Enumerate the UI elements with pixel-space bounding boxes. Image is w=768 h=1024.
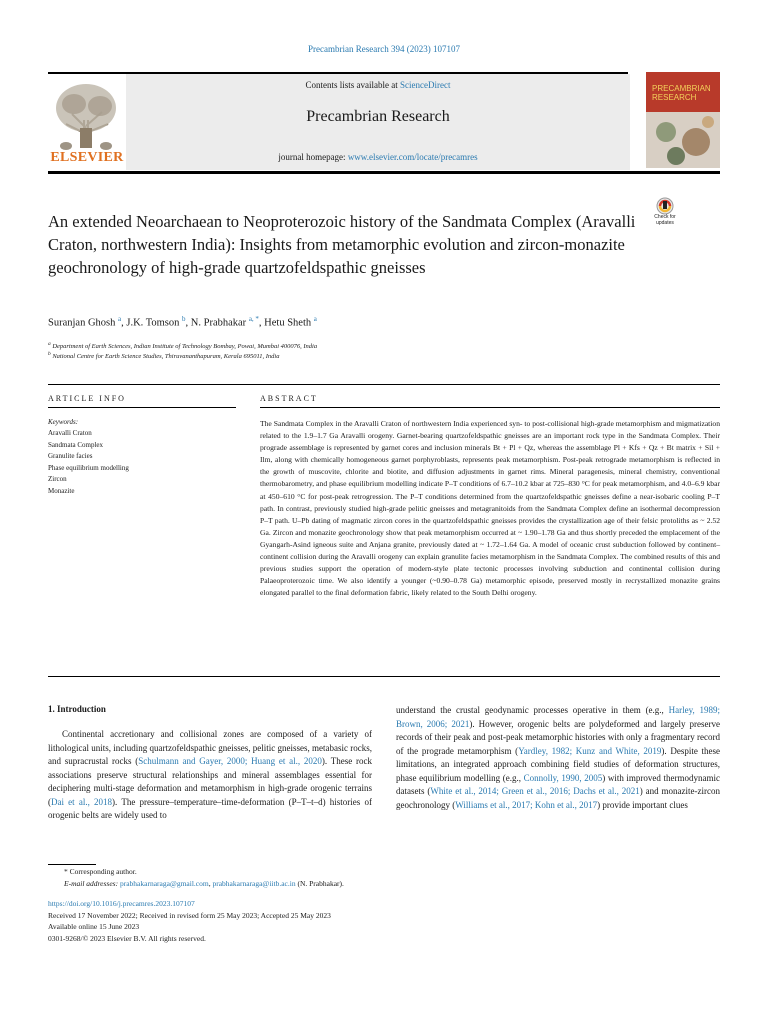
journal-reference[interactable]: Precambrian Research 394 (2023) 107107 [308, 44, 460, 54]
asterisk-mark: * [64, 867, 68, 876]
footnotes [48, 866, 720, 890]
received-dates: Received 17 November 2022; Received in revised form 25 May 2023; Accepted 25 May 2023 [48, 910, 331, 920]
copyright-line: 0301-9268/© 2023 Elsevier B.V. All rights reserved. [48, 933, 206, 943]
check-for-updates-label[interactable]: Check for updates [654, 214, 676, 226]
affiliation-text: National Centre for Earth Science Studies, Thiruvananthapuram, Kerala 695011, India [52, 353, 280, 361]
contents-prefix: Contents lists available at [305, 80, 400, 90]
intro-left-column [48, 728, 372, 823]
homepage-link[interactable]: www.elsevier.com/locate/precamres [347, 152, 478, 162]
footnote-rule [48, 864, 96, 865]
keyword-item: Granulite facies [48, 452, 93, 460]
body-text: ) provide important clues [597, 799, 688, 810]
author-affil-mark[interactable]: a, * [248, 315, 259, 323]
body-text: understand the crustal geodynamic processes operative in them (e.g., [396, 705, 669, 715]
online-date: Available online 15 June 2023 [48, 922, 140, 931]
citation-link[interactable]: Harley, 1989; Brown, 2006; 2021 [396, 705, 720, 729]
corresponding-text: Corresponding author. [69, 867, 137, 876]
citation-link[interactable]: Dai et al., 2018 [51, 796, 113, 807]
author-list: Suranjan Ghosh $^a$, J.K. Tomson $^b$, N. Prabhakar $^{a, *}$, Hetu Sheth $^a$ [48, 315, 317, 329]
cover-title-line1: PRECAMBRIAN [652, 84, 711, 93]
author-affil-mark[interactable]: b [182, 315, 186, 323]
author-name[interactable]: N. Prabhakar [190, 317, 247, 329]
header-bottom-rule [48, 171, 720, 174]
elsevier-wordmark[interactable]: ELSEVIER [50, 150, 124, 165]
keyword-item: Zircon [48, 475, 67, 483]
cover-image-icon [646, 112, 720, 168]
journal-cover-thumbnail[interactable] [646, 72, 720, 168]
section-divider [48, 384, 720, 385]
keyword-item: Phase equilibrium modelling [48, 463, 129, 472]
body-text: Continental accretionary and collisional zones are composed of a variety of lithological units, including quartzofeldspathic gneisses, pelitic gneisses, metabasic rocks, and supracrustal rocks ( [48, 729, 372, 766]
citation-link[interactable]: Williams et al., 2017; Kohn et al., 2017 [455, 799, 598, 810]
article-title: An extended Neoarchaean to Neoproterozoic history of the Sandmata Complex (Aravalli Craton, northwestern India): Insights from metamorphic evolution and zircon-monazite geochronology of high-grade quartzofeldspathic gneisses [48, 212, 636, 277]
article-info-rule [48, 407, 236, 408]
email-suffix: (N. Prabhakar). [295, 879, 344, 888]
keyword-item: Sandmata Complex [48, 440, 104, 449]
body-text: ). Despite these limitations, an integrated approach combining field studies of deformation structures, phase equilibrium modelling (e.g., [396, 745, 720, 783]
intro-right-column [396, 704, 720, 812]
email-label: E-mail addresses: [64, 879, 119, 888]
author-affil-mark[interactable]: a [313, 315, 317, 323]
body-text: ) and monazite-zircon geochronology ( [396, 786, 720, 810]
corresponding-author-note [48, 866, 720, 878]
body-text: ). These rock associations preserve structural relationships and mineral assemblages essential for deciphering multi-stage deformation and metamorphism in high-grade orogenic terrains ( [48, 756, 372, 807]
body-text: ). The pressure–temperature–time-deformation (P–T–t–d) histories of orogenic belts are widely used to [48, 796, 372, 820]
email-note: E-mail addresses: prabhakarnaraga@gmail.com, prabhakarnaraga@iitb.ac.in (N. Prabhakar). [64, 879, 344, 888]
abstract-rule [260, 407, 720, 408]
affiliation-a [48, 341, 648, 350]
journal-name: Precambrian Research [306, 108, 450, 125]
citation-link[interactable]: Yardley, 1982; Kunz and White, 2019 [518, 745, 662, 756]
author-name[interactable]: Hetu Sheth [264, 317, 312, 329]
contents-line [126, 80, 630, 90]
affiliation-mark: b [48, 351, 51, 357]
body-text: ) with improved thermodynamic datasets ( [396, 772, 720, 796]
section-heading-introduction: 1. Introduction [48, 704, 106, 714]
affiliation-mark: a [48, 341, 51, 347]
affiliation-b [48, 351, 648, 360]
doi-link[interactable]: https://doi.org/10.1016/j.precamres.2023.107107 [48, 899, 195, 908]
homepage-prefix: journal homepage: [278, 152, 348, 162]
citation-link[interactable]: White et al., 2014; Green et al., 2016; Dachs et al., 2021 [430, 786, 640, 796]
abstract-text: The Sandmata Complex in the Aravalli Craton of northwestern India experienced syn- to post-collisional high-grade metamorphism and migmatization related to the 1.9–1.7 Ga Aravalli orogeny. Garnet-bearing quartzofeldspathic gneisses are an important rock type in the Sandmata Complex. Their prograde assemblage is represented by garnet cores and inclusion minerals Bt + Pl + Qz, whereas the assemblage Pl + Kfs + Qz + Bt matrix + Sil + Ilm, along with chemically homogeneous garnet porphyroblasts, represents peak metamorphism. Post-peak retrograde metamorphism is reflected in the growth of muscovite, chlorite and biotite, and diffusion adjustments in garnet rims. Mineral paragenesis, mineral chemistry, conventional thermobarometry, and phase equilibrium modelling indicate P–T conditions of 6.7–10.2 kbar at 725–830 °C for peak metamorphism, and 4.0–6.9 kbar at 450–610 °C for post-peak retrogression. The P–T conditions determined from the quartzofeldspathic gneisses define a near-isobaric cooling P–T path. In contrast, previously studied high-grade pelitic gneisses and metagranitoids from the Sandmata Complex define an isothermal decompression P–T path. U–Pb dating of magmatic zircon cores in the quartzofeldspathic gneisses provides the crystallization age of their felsic protoliths as ~ 2.52 Ga. Zircon and monazite geochronology show that peak metamorphism occurred at ~ 1.90–1.78 Ga and thus shortly preceded the emplacement of the Gyangarh-Asind igneous suite and Anjana granite, previously dated at ~ 1.72–1.64 Ga. A model of oceanic crust subduction followed by continent–continent collision during the Aravalli orogeny can explain granulite facies metamorphism in the Sandmata Complex. The combined results of this and previous studies support the operation of modern-style plate tectonic processes involving subduction and continental collision during Palaeoproterozoic time. We also identify a younger (~0.90–0.78 Ga) metamorphic episode, preserved mostly in recrystallized monazite grains elongated parallel to the final deformation fabric, likely related to the South Delhi orogeny. [260, 419, 720, 598]
author-name[interactable]: Suranjan Ghosh [48, 317, 116, 329]
citation-link[interactable]: Connolly, 1990, 2005 [523, 772, 603, 783]
abstract-end-rule [48, 676, 720, 677]
keyword-list [48, 428, 129, 497]
author-affil-mark[interactable]: a [118, 315, 122, 323]
affiliation-text: Department of Earth Sciences, Indian Institute of Technology Bombay, Powai, Mumbai 400076, India [52, 343, 318, 351]
body-text: ). However, orogenic belts are polydeformed and largely preserve records of their peak and post-peak metamorphic histories with only a fragmentary record of the prograde metamorphism ( [396, 718, 720, 756]
email-link[interactable]: prabhakarnaraga@gmail.com [119, 879, 209, 888]
cover-title [652, 84, 711, 102]
keywords-label: Keywords: [48, 418, 79, 426]
abstract-heading: ABSTRACT [260, 394, 318, 403]
keyword-item: Aravalli Craton [48, 429, 92, 437]
author-name[interactable]: J.K. Tomson [126, 317, 180, 329]
homepage-line [126, 152, 630, 162]
cover-title-line2: RESEARCH [652, 93, 697, 102]
article-info-heading: ARTICLE INFO [48, 394, 126, 403]
sciencedirect-link[interactable]: ScienceDirect [400, 80, 451, 90]
publication-info [48, 898, 720, 944]
email-link[interactable]: prabhakarnaraga@iitb.ac.in [212, 879, 296, 888]
keyword-item: Monazite [48, 486, 75, 495]
citation-link[interactable]: Schulmann and Gayer, 2000; Huang et al., 2020 [138, 756, 322, 766]
